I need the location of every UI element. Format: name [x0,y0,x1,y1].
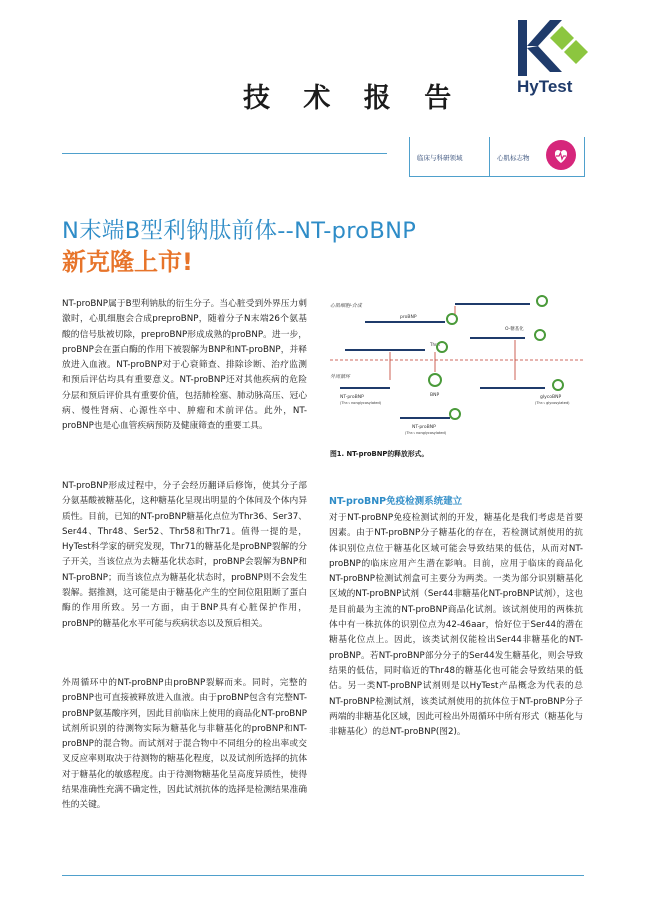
fig-label-bnp: BNP [430,393,440,398]
fig-label-ntprobnp2: NT-proBNP [412,425,436,430]
document-type-title: 技 术 报 告 [243,83,464,114]
article-title: N末端B型利钠肽前体--NT-proBNP [62,218,417,244]
immunoassay-paragraph: 对于NT-proBNP免疫检测试剂的开发，糖基化是我们考虑是首要因素。由于NT-proBNP分子糖基化的存在，若检测试剂使用的抗体识别位点位于糖基化区域可能会导致结果的低估，从而对NT-proBNP的临床应用产生潜在影响。目前，应用于临床的商品化NT-proBNP检测试剂盒可主要分为两类。一类为部分识别糖基化区域的NT-proBNP试剂（Ser44非糖基化NT-proBNP试剂），这也是目前最为主流的NT-proBNP商品化试剂。该试剂使用的两株抗体中有一株抗体的识别位点为42-46aar，恰好位于Ser44的潜在糖基化位点上。因此，该类试剂仅能检出Ser44非糖基化的NT-proBNP。若NT-proBNP部分分子的Ser44发生糖基化，则会导致结果的低估，同时临近的Thr48的糖基化也可能会导致结果的低估。另一类NT-proBNP试剂则是以HyTest产品概念为代表的总NT-proBNP检测试剂，该类试剂使用的抗体位于NT-proBNP分子两端的非糖基化区域，因此可检出外周循环中所有形式（糖基化与非糖基化）的总NT-proBNP(图2)。 [329,513,583,738]
fig-label-ntprobnp: NT-proBNP [340,395,364,400]
category-label-clinical: 临床与科研领域 [417,154,463,162]
heart-icon [546,140,576,170]
section-heading: NT-proBNP免疫检测系统建立 [329,496,463,507]
circulation-paragraph: 外周循环中的NT-proBNP由proBNP裂解而来。同时，完整的proBNP也可直接被释放进入血液。由于proBNP包含有完整NT-proBNP氨基酸序列，因此目前临床上使用的商品化NT-proBNP试剂所识别的待测物实际为糖基化与非糖基化的proBNP和NT-proBNP的混合物。而试剂对于混合物中不同组分的检出率或交叉反应率则取决于待测物的糖基化程度，以及试剂所选择的抗体对于糖基化的敏感程度。由于待测物糖基化呈高度异质性，使得结果准确性充满不确定性，因此试剂抗体的选择是检测结果准确性的关键。 [62,678,307,811]
header-divider [62,153,387,154]
fig-label-circulation: 外周循环 [330,374,351,380]
fig-label-intracellular: 心肌细胞-合成 [330,303,362,309]
fig-label-glyco-sub: (Thr₇₁ glycosylated) [535,401,570,405]
category-label-cardiac: 心肌标志物 [497,154,530,162]
brand-name: HyTest [517,77,573,96]
fig-label-glycobnp: glycoBNP [540,395,562,400]
article-subtitle: 新克隆上市! [62,248,193,276]
figure-caption: 图1. NT-proBNP的释放形式。 [330,450,429,458]
fig-label-probnp: proBNP [400,315,417,320]
fig-label-thr71: Thr₇₁ [430,342,440,347]
release-forms-figure [330,292,584,442]
fig-label-oglyco: O-糖基化 [505,327,524,332]
glycosylation-paragraph: NT-proBNP形成过程中，分子会经历翻译后修饰，使其分子部分氨基酸被糖基化，这种糖基化呈现出明显的个体间及个体内异质性。目前，已知的NT-proBNP糖基化点位为Thr36、Ser37、Ser44、Thr48、Ser52、Thr58和Thr71。值得一提的是，HyTest科学家的研究发现，Thr71的糖基化是proBNP裂解的分子开关，当该位点为去糖基化状态时，proBNP会裂解为BNP和NT-proBNP；而当该位点为糖基化状态时，proBNP则不会发生裂解。据推测，这可能是由于糖基化产生的空间位阻阻断了蛋白酶的作用所致。另一方面，由于BNP具有心脏保护作用，proBNP的糖基化水平可能与疾病状态以及预后相关。 [62,481,307,629]
fig-label-nt-sub: (Thr₇₁ nonglycosylated) [340,401,382,405]
footer-divider [62,875,584,876]
fig-label-nt-sub2: (Thr₇₁ nonglycosylated) [405,431,447,435]
intro-paragraph: NT-proBNP属于B型利钠肽的衍生分子。当心脏受到外界压力刺激时，心肌细胞会合成preproBNP，随着分子N末端26个氨基酸的信号肽被切除，preproBNP形成成熟的proBNP。进一步，proBNP会在蛋白酶的作用下被裂解为BNP和NT-proBNP，并释放进入血液。NT-proBNP对于心衰筛查、排除诊断、治疗监测和预后评估均具有重要意义。NT-proBNP还对其他疾病的危险分层和预后评价具有重要价值，包括肺栓塞、肺动脉高压、冠心病、慢性肾病、心源性卒中、肿瘤和术前评估。此外，NT-proBNP也是心血管疾病预防及健康筛查的重要工具。 [62,299,307,432]
